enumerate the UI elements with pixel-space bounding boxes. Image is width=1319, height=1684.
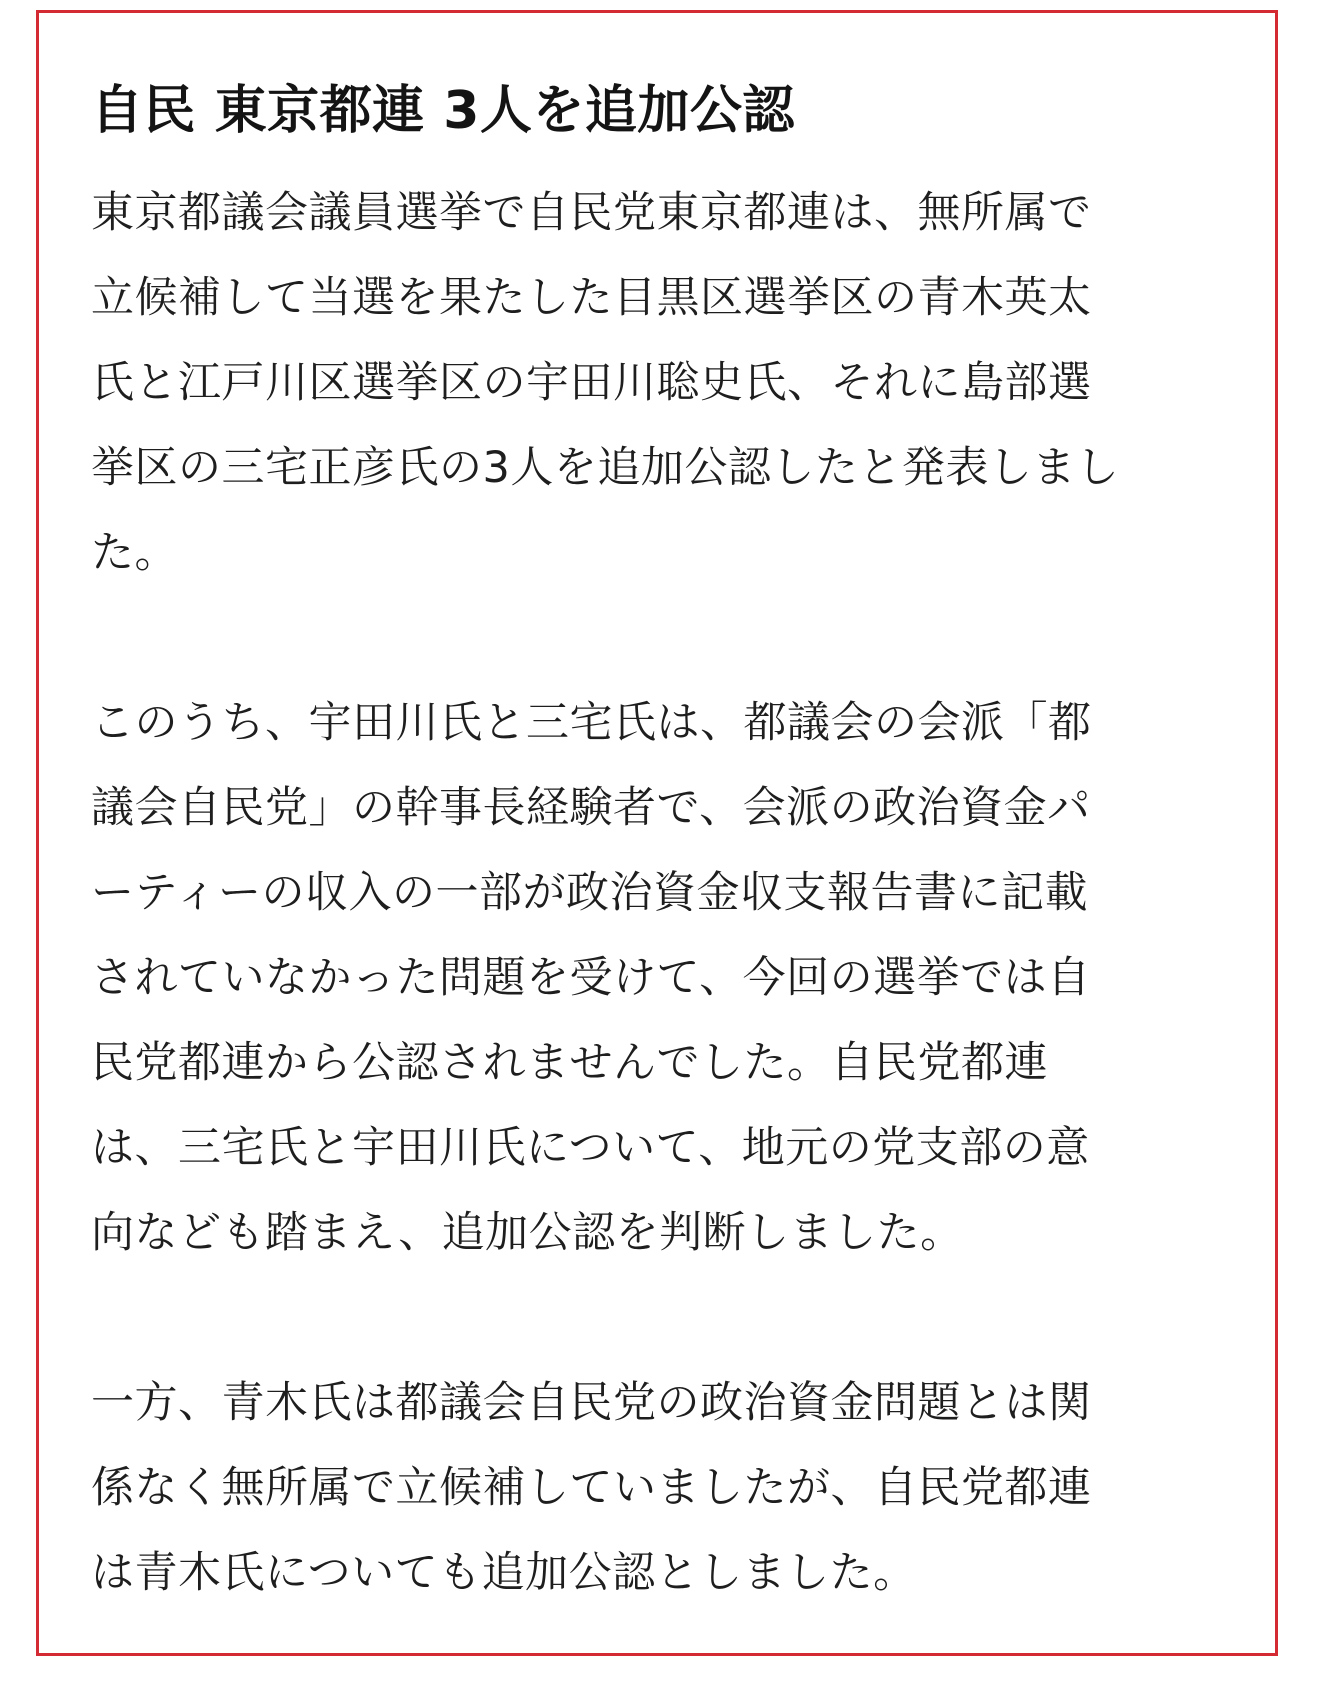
paragraph-line: ーティーの収入の一部が政治資金収支報告書に記載: [91, 868, 1089, 918]
paragraph-line: は青木氏についても追加公認としました。: [91, 1548, 917, 1598]
article-paragraph-3: [91, 1361, 1241, 1616]
paragraph-line: 民党都連から公認されませんでした。自民党都連: [91, 1038, 1048, 1088]
paragraph-line: されていなかった問題を受けて、今回の選挙では自: [91, 953, 1091, 1003]
paragraph-line: 向なども踏まえ、追加公認を判断しました。: [91, 1208, 964, 1258]
article-paragraph-1: [91, 171, 1241, 596]
paragraph-line: 議会自民党」の幹事長経験者で、会派の政治資金パ: [91, 783, 1091, 833]
paragraph-line: このうち、宇田川氏と三宅氏は、都議会の会派「都: [91, 698, 1092, 748]
paragraph-line: 氏と江戸川区選挙区の宇田川聡史氏、それに島部選: [91, 358, 1092, 408]
paragraph-line: 係なく無所属で立候補していましたが、自民党都連: [91, 1463, 1092, 1513]
paragraph-line: 一方、青木氏は都議会自民党の政治資金問題とは関: [91, 1378, 1092, 1428]
paragraph-line: 挙区の三宅正彦氏の3人を追加公認したと発表しまし: [91, 443, 1120, 493]
paragraph-line: 東京都議会議員選挙で自民党東京都連は、無所属で: [91, 188, 1092, 238]
paragraph-line: 立候補して当選を果たした目黒区選挙区の青木英太: [91, 273, 1092, 323]
paragraph-line: は、三宅氏と宇田川氏について、地元の党支部の意: [91, 1123, 1090, 1173]
article-frame: [36, 10, 1278, 1656]
article-content: [91, 73, 1241, 1616]
article-paragraph-2: [91, 681, 1241, 1276]
article-title: 自民 東京都連 3人を追加公認: [91, 81, 795, 141]
paragraph-line: た。: [91, 528, 178, 578]
